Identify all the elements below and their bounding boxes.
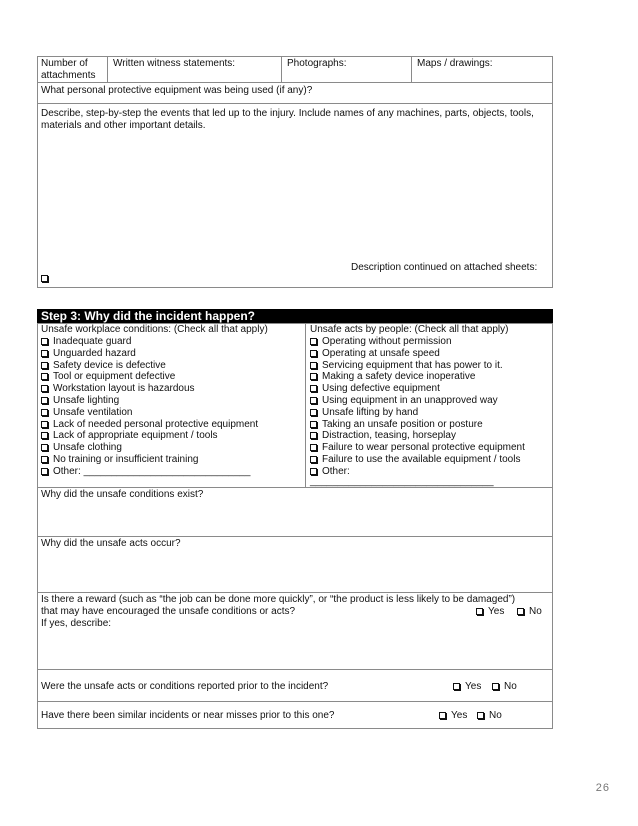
checkbox-icon[interactable] (310, 338, 317, 345)
act-item[interactable]: Failure to use the available equipment / tools (310, 454, 520, 466)
act-item[interactable]: Operating at unsafe speed (310, 348, 440, 360)
conditions-heading: Unsafe workplace conditions: (Check all that apply) (41, 324, 268, 335)
checkbox-icon[interactable] (41, 421, 48, 428)
checkbox-icon[interactable] (310, 409, 317, 416)
similar-no-option[interactable]: No (477, 710, 502, 722)
description-continued-label: Description continued on attached sheets: (351, 262, 538, 273)
checkbox-icon[interactable] (310, 468, 317, 475)
acts-heading: Unsafe acts by people: (Check all that apply) (310, 324, 509, 335)
checkbox-icon[interactable] (41, 373, 48, 380)
checkbox-icon[interactable] (41, 456, 48, 463)
checkbox-icon[interactable] (439, 712, 446, 719)
checkbox-icon[interactable] (310, 397, 317, 404)
divider (411, 56, 412, 83)
condition-item[interactable]: No training or insufficient training (41, 454, 198, 466)
act-item[interactable]: Making a safety device inoperative (310, 371, 475, 383)
reported-yes-option[interactable]: Yes (453, 681, 481, 693)
act-item[interactable]: Taking an unsafe position or posture (310, 419, 483, 431)
act-item[interactable]: Using defective equipment (310, 383, 440, 395)
checkbox-icon[interactable] (41, 432, 48, 439)
reported-question: Were the unsafe acts or conditions reported prior to the incident? (41, 681, 329, 692)
page-number: 26 (595, 782, 610, 794)
act-item[interactable]: Servicing equipment that has power to it. (310, 360, 503, 372)
checkbox-icon[interactable] (310, 432, 317, 439)
reward-no-option[interactable]: No (517, 606, 542, 618)
checkbox-icon[interactable] (310, 421, 317, 428)
checkbox-icon[interactable] (310, 385, 317, 392)
continued-checkbox[interactable] (41, 273, 53, 285)
condition-item[interactable]: Unguarded hazard (41, 348, 136, 360)
reward-describe-label: If yes, describe: (41, 618, 112, 629)
ppe-question: What personal protective equipment was being used (if any)? (41, 85, 313, 96)
checkbox-icon[interactable] (41, 275, 48, 282)
condition-item[interactable]: Tool or equipment defective (41, 371, 175, 383)
act-item[interactable]: Operating without permission (310, 336, 452, 348)
divider (305, 323, 306, 488)
condition-item[interactable]: Unsafe lighting (41, 395, 119, 407)
reward-question-line2: that may have encouraged the unsafe conditions or acts? (41, 606, 296, 617)
similar-yes-option[interactable]: Yes (439, 710, 467, 722)
acts-other-line: _________________________________ (310, 476, 494, 487)
condition-item[interactable]: Unsafe ventilation (41, 407, 133, 419)
act-item[interactable]: Failure to wear personal protective equipment (310, 442, 525, 454)
checkbox-icon[interactable] (310, 373, 317, 380)
act-item[interactable]: Unsafe lifting by hand (310, 407, 418, 419)
checkbox-icon[interactable] (41, 468, 48, 475)
step3-header: Step 3: Why did the incident happen? (37, 309, 553, 323)
condition-item[interactable]: Safety device is defective (41, 360, 166, 372)
checkbox-icon[interactable] (310, 456, 317, 463)
witness-statements-label: Written witness statements: (113, 58, 236, 69)
condition-item[interactable]: Lack of needed personal protective equipment (41, 419, 258, 431)
checkbox-icon[interactable] (41, 350, 48, 357)
checkbox-icon[interactable] (477, 712, 484, 719)
reward-yes-option[interactable]: Yes (476, 606, 504, 618)
condition-item[interactable]: Inadequate guard (41, 336, 131, 348)
condition-item[interactable]: Other: ______________________________ (41, 466, 250, 478)
attachments-count-label: Number of attachments (41, 58, 96, 81)
checkbox-icon[interactable] (476, 608, 483, 615)
photographs-label: Photographs: (287, 58, 347, 69)
condition-item[interactable]: Workstation layout is hazardous (41, 383, 195, 395)
checkbox-icon[interactable] (41, 362, 48, 369)
reported-no-option[interactable]: No (492, 681, 517, 693)
checkbox-icon[interactable] (41, 444, 48, 451)
checkbox-icon[interactable] (310, 350, 317, 357)
condition-item[interactable]: Unsafe clothing (41, 442, 122, 454)
divider (37, 592, 553, 593)
checkbox-icon[interactable] (310, 444, 317, 451)
checkbox-icon[interactable] (492, 683, 499, 690)
divider (107, 56, 108, 83)
divider (37, 536, 553, 537)
checkbox-icon[interactable] (41, 409, 48, 416)
checkbox-icon[interactable] (310, 362, 317, 369)
divider (37, 82, 553, 83)
checkbox-icon[interactable] (517, 608, 524, 615)
divider (37, 103, 553, 104)
divider (37, 701, 553, 702)
checkbox-icon[interactable] (453, 683, 460, 690)
act-item[interactable]: Distraction, teasing, horseplay (310, 430, 456, 442)
similar-incidents-question: Have there been similar incidents or near misses prior to this one? (41, 710, 335, 721)
reward-question-line1: Is there a reward (such as “the job can be done more quickly”, or “the product is less likely to be damaged”) (41, 594, 516, 605)
divider (281, 56, 282, 83)
checkbox-icon[interactable] (41, 397, 48, 404)
describe-prompt: Describe, step-by-step the events that led up to the injury. Include names of any machines, parts, objects, tools, materials and other important details. (41, 108, 534, 131)
act-item[interactable]: Other: (310, 466, 350, 478)
act-item[interactable]: Using equipment in an unapproved way (310, 395, 498, 407)
checkbox-icon[interactable] (41, 338, 48, 345)
conditions-exist-question: Why did the unsafe conditions exist? (41, 489, 204, 500)
divider (37, 669, 553, 670)
acts-occur-question: Why did the unsafe acts occur? (41, 538, 181, 549)
condition-item[interactable]: Lack of appropriate equipment / tools (41, 430, 218, 442)
maps-drawings-label: Maps / drawings: (417, 58, 493, 69)
checkbox-icon[interactable] (41, 385, 48, 392)
